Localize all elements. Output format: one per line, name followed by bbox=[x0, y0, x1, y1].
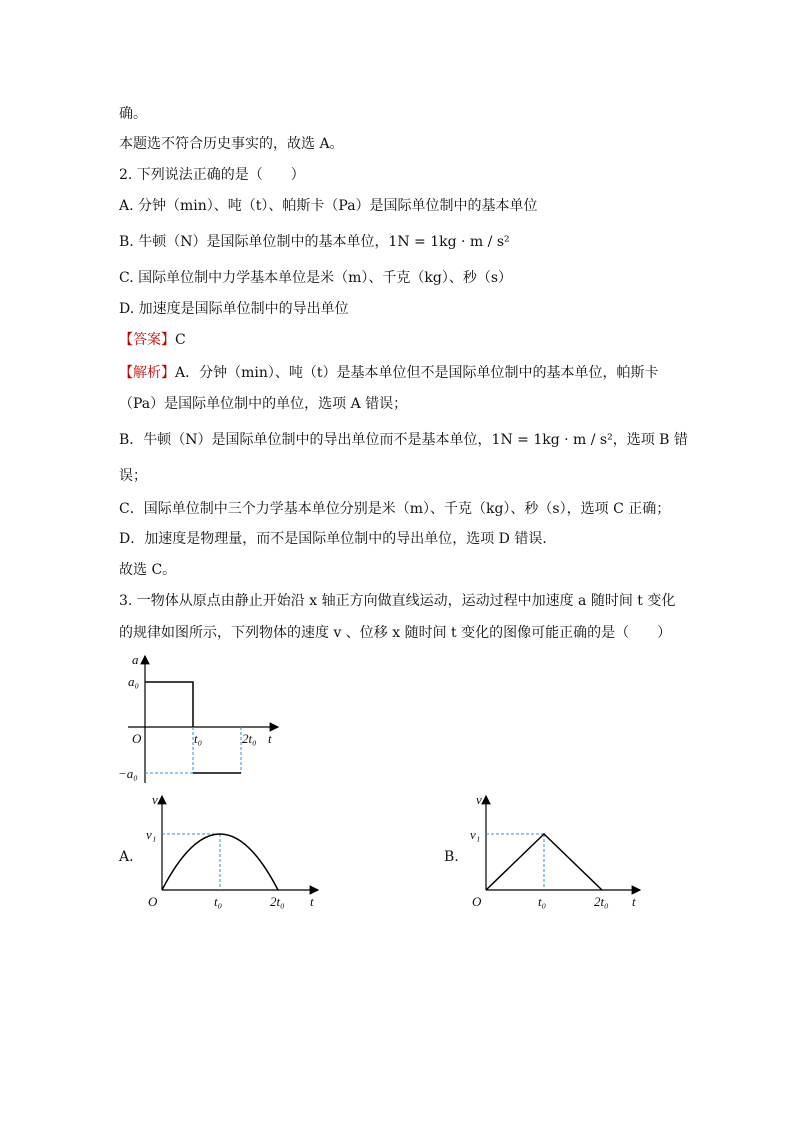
answer-line bbox=[119, 331, 186, 349]
question-2-option-d: D. 加速度是国际单位制中的导出单位 bbox=[119, 301, 349, 317]
y-tick-neg-a0: −a₀ bbox=[118, 766, 138, 781]
x-tick-2t0: 2t₀ bbox=[270, 894, 285, 909]
x-tick-t0: t₀ bbox=[214, 894, 223, 909]
option-b-label: B. bbox=[444, 849, 459, 865]
y-tick-v1: v₁ bbox=[470, 827, 481, 842]
acceleration-positive-segment bbox=[145, 682, 193, 727]
text-line: 确。 bbox=[119, 106, 147, 122]
analysis-line-1 bbox=[119, 364, 659, 382]
analysis-tag: 【解析】 bbox=[119, 365, 175, 381]
x-tick-t0: t₀ bbox=[194, 731, 203, 746]
x-tick-2t0: 2t₀ bbox=[594, 894, 609, 909]
y-axis-label: a bbox=[132, 652, 139, 667]
analysis-line-7: 故选 C。 bbox=[119, 562, 177, 578]
analysis-line-3: B．牛顿（N）是国际单位制中的导出单位而不是基本单位，1N = 1kg · m / s²，选项 B 错 bbox=[119, 432, 688, 448]
answer-value: C bbox=[175, 332, 186, 348]
question-2-stem: 2. 下列说法正确的是（ ） bbox=[119, 167, 305, 183]
x-axis-label: t bbox=[268, 731, 272, 746]
analysis-text: A．分钟（min）、吨（t）是基本单位但不是国际单位制中的基本单位，帕斯卡 bbox=[175, 365, 659, 381]
x-tick-2t0: 2t₀ bbox=[242, 731, 257, 746]
analysis-line-4: 误； bbox=[119, 468, 147, 484]
question-2-option-c: C. 国际单位制中力学基本单位是米（m）、千克（kg）、秒（s） bbox=[119, 270, 513, 286]
text-line: 本题选不符合历史事实的，故选 A。 bbox=[119, 136, 344, 152]
y-axis-label: v bbox=[476, 792, 482, 807]
x-tick-t0: t₀ bbox=[538, 894, 547, 909]
origin-label: O bbox=[472, 894, 482, 909]
origin-label: O bbox=[148, 894, 158, 909]
acceleration-time-graph bbox=[110, 650, 290, 790]
question-2-option-a: A. 分钟（min）、吨（t）、帕斯卡（Pa）是国际单位制中的基本单位 bbox=[119, 198, 538, 214]
x-axis-label: t bbox=[632, 894, 636, 909]
x-axis-label: t bbox=[310, 894, 314, 909]
analysis-line-6: D．加速度是物理量，而不是国际单位制中的导出单位，选项 D 错误． bbox=[119, 531, 557, 547]
answer-tag: 【答案】 bbox=[119, 332, 175, 348]
option-a-label: A. bbox=[119, 849, 134, 865]
option-b-velocity-graph bbox=[464, 790, 654, 915]
origin-label: O bbox=[132, 731, 142, 746]
analysis-line-2: （Pa）是国际单位制中的单位，选项 A 错误； bbox=[119, 396, 408, 412]
y-tick-v1: v₁ bbox=[146, 827, 157, 842]
y-tick-a0: a₀ bbox=[128, 674, 140, 689]
question-3-stem-2: 的规律如图所示，下列物体的速度 v 、位移 x 随时间 t 变化的图像可能正确的是（ ） bbox=[119, 625, 672, 641]
y-axis-label: v bbox=[152, 792, 158, 807]
analysis-line-5: C．国际单位制中三个力学基本单位分别是米（m）、千克（kg）、秒（s），选项 C 正确； bbox=[119, 501, 671, 517]
question-2-option-b: B. 牛顿（N）是国际单位制中的基本单位，1N = 1kg · m / s² bbox=[119, 234, 510, 250]
question-3-stem-1: 3. 一物体从原点由静止开始沿 x 轴正方向做直线运动，运动过程中加速度 a 随时间 t 变化 bbox=[119, 593, 676, 609]
option-a-velocity-graph bbox=[140, 790, 340, 915]
